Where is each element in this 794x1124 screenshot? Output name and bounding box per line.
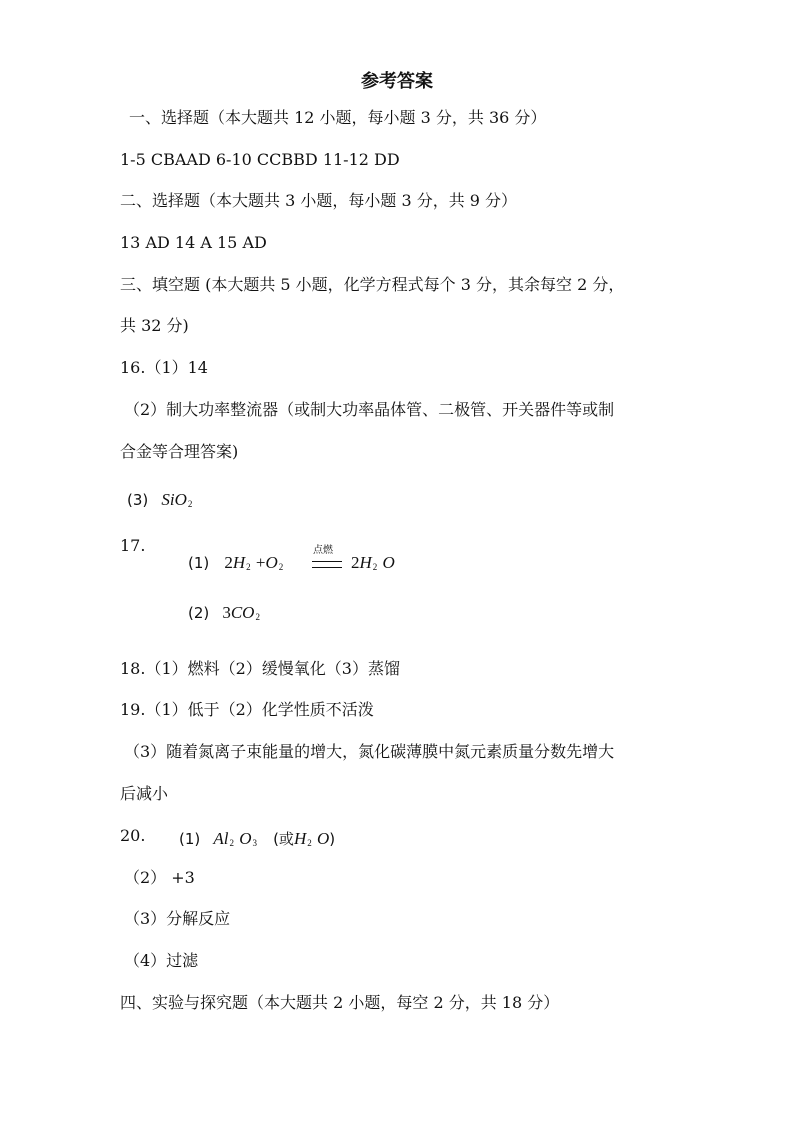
q20-part1-alt-formula: H2 O (293, 829, 330, 848)
q17-part1 (188, 553, 284, 575)
q16-part1: 16.（1）14 (120, 358, 208, 377)
q19-part3-cont: 后减小 (120, 784, 169, 803)
q16-part3-label: (3) (127, 491, 149, 509)
q20-part4: （4）过滤 (124, 951, 199, 970)
q20-part2: （2） +3 (124, 868, 195, 887)
q17-reaction-condition: 点燃 (313, 545, 333, 556)
q17-part1-label: (1) (188, 554, 210, 572)
q19-answers: 19.（1）低于（2）化学性质不活泼 (120, 700, 374, 719)
q17-equation-rhs: 2H2 O (351, 553, 395, 572)
q17-part2-formula: 3CO2 (222, 603, 260, 622)
section-3-heading-cont: 共 32 分) (120, 316, 189, 335)
q16-part3 (127, 490, 193, 512)
q16-part3-formula: SiO2 (161, 490, 193, 509)
section-2-answers: 13 AD 14 A 15 AD (120, 233, 267, 252)
q20-part3: （3）分解反应 (124, 909, 231, 928)
section-1-heading: 一、选择题（本大题共 12 小题，每小题 3 分，共 36 分） (129, 108, 547, 127)
section-3-heading: 三、填空题 (本大题共 5 小题，化学方程式每个 3 分，其余每空 2 分， (120, 275, 625, 294)
q17-number: 17. (120, 536, 146, 555)
section-4-heading: 四、实验与探究题（本大题共 2 小题，每空 2 分，共 18 分） (120, 993, 560, 1012)
section-2-heading: 二、选择题（本大题共 3 小题，每小题 3 分，共 9 分） (120, 191, 518, 210)
q20-part1-formula: Al2 O3 (213, 829, 257, 848)
q20-part1-label: (1) (179, 830, 201, 848)
q17-equation-lhs: 2H2 +O2 (224, 553, 284, 572)
q17-part2 (188, 603, 261, 625)
q17-equals-sign (312, 561, 342, 568)
q20-part1-alt-prefix: (或 (273, 830, 294, 848)
page-title: 参考答案 (361, 71, 433, 92)
q20-number: 20. (120, 826, 146, 845)
q16-part2-cont: 合金等合理答案) (120, 442, 239, 461)
q19-part3: （3）随着氮离子束能量的增大，氮化碳薄膜中氮元素质量分数先增大 (124, 742, 615, 761)
q20-part1 (179, 829, 335, 851)
section-1-answers: 1-5 CBAAD 6-10 CCBBD 11-12 DD (120, 150, 400, 169)
q18-answers: 18.（1）燃料（2）缓慢氧化（3）蒸馏 (120, 659, 400, 678)
q20-part1-alt-suffix: ) (329, 830, 336, 848)
q17-part2-label: (2) (188, 604, 210, 622)
q16-part2: （2）制大功率整流器（或制大功率晶体管、二极管、开关器件等或制 (124, 400, 615, 419)
